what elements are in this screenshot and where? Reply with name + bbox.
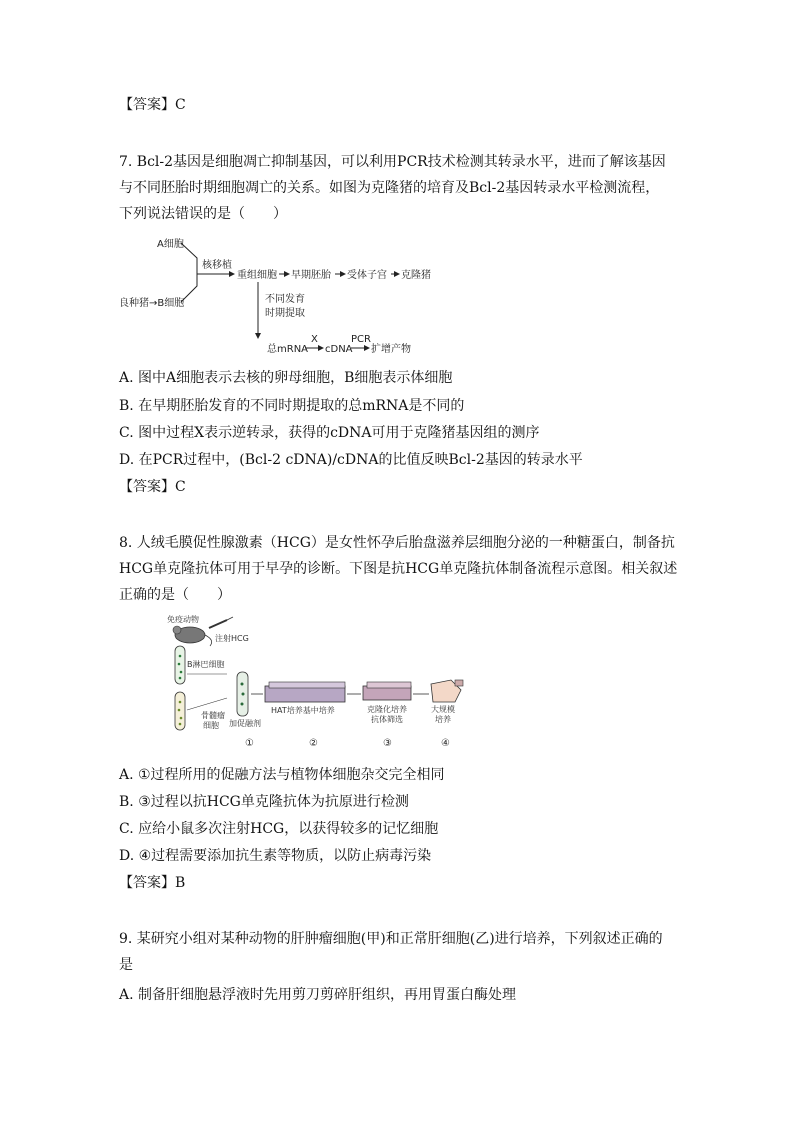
q7-line3: 下列说法错误的是（ ） xyxy=(119,206,287,222)
q9-line2: 是 xyxy=(119,957,133,973)
diagram-cdna: cDNA xyxy=(325,344,353,355)
diagram-clone-pig: 克隆猪 xyxy=(401,270,431,281)
culture-plate-icon xyxy=(363,682,411,700)
diagram-hat: HAT培养基中培养 xyxy=(271,706,335,715)
answer-7: 【答案】C xyxy=(119,479,186,495)
step-1: ① xyxy=(245,738,254,749)
q8-option-a: A. ①过程所用的促融方法与植物体细胞杂交完全相同 xyxy=(119,767,445,783)
q9-line1: 9. 某研究小组对某种动物的肝肿瘤细胞(甲)和正常肝细胞(乙)进行培养，下列叙述正确的 xyxy=(119,931,663,947)
diagram-b-lymph: B淋巴细胞 xyxy=(187,660,225,669)
q7-flow-diagram xyxy=(119,234,431,358)
q9-option-a: A. 制备肝细胞悬浮液时先用剪刀剪碎肝组织，再用胃蛋白酶处理 xyxy=(119,987,517,1003)
diagram-total-mrna: 总mRNA xyxy=(267,344,309,355)
diagram-nuclear-transfer: 核移植 xyxy=(202,260,232,271)
test-tube-icon xyxy=(175,646,185,684)
test-tube-icon xyxy=(237,672,248,716)
diagram-x-label: X xyxy=(311,334,318,345)
diagram-pig-b: 良种猪→B细胞 xyxy=(119,298,185,309)
diagram-clone-2: 抗体筛选 xyxy=(371,715,403,724)
step-3: ③ xyxy=(383,738,392,749)
diagram-large-2: 培养 xyxy=(435,715,451,724)
test-tube-icon xyxy=(175,692,185,730)
diagram-fusion: 加促融剂 xyxy=(229,719,261,728)
q8-line3: 正确的是（ ） xyxy=(119,587,231,603)
answer-8: 【答案】B xyxy=(119,875,186,891)
diagram-pcr: PCR xyxy=(351,334,371,345)
q7-line2: 与不同胚胎时期细胞凋亡的关系。如图为克隆猪的培育及Bcl-2基因转录水平检测流程， xyxy=(119,180,660,196)
diagram-myeloma-2: 细胞 xyxy=(203,721,219,730)
q7-option-c: C. 图中过程X表示逆转录，获得的cDNA可用于克隆猪基因组的测序 xyxy=(119,425,540,441)
diagram-recon-cell: 重组细胞 xyxy=(237,270,277,281)
diagram-early-embryo: 早期胚胎 xyxy=(291,270,331,281)
diagram-a-cell: A细胞 xyxy=(157,239,184,250)
q7-option-b: B. 在早期胚胎发育的不同时期提取的总mRNA是不同的 xyxy=(119,398,465,414)
flask-icon xyxy=(431,680,463,702)
diagram-immune-animal: 免疫动物 xyxy=(167,615,199,624)
step-4: ④ xyxy=(441,738,450,749)
diagram-product: 扩增产物 xyxy=(371,344,411,355)
q8-option-c: C. 应给小鼠多次注射HCG，以获得较多的记忆细胞 xyxy=(119,821,439,837)
answer-6: 【答案】C xyxy=(119,97,186,113)
q7-option-d: D. 在PCR过程中，(Bcl-2 cDNA)/cDNA的比值反映Bcl-2基因的转录水平 xyxy=(119,452,583,468)
q7-option-a: A. 图中A细胞表示去核的卵母细胞，B细胞表示体细胞 xyxy=(119,370,453,386)
diagram-large-1: 大规模 xyxy=(431,705,455,714)
diagram-clone-1: 克隆化培养 xyxy=(367,705,407,714)
diagram-inject: 注射HCG xyxy=(215,634,249,643)
culture-plate-icon xyxy=(265,682,345,702)
syringe-icon xyxy=(209,617,233,628)
q8-option-d: D. ④过程需要添加抗生素等物质，以防止病毒污染 xyxy=(119,848,432,864)
q8-line1: 8. 人绒毛膜促性腺激素（HCG）是女性怀孕后胎盘滋养层细胞分泌的一种糖蛋白，制备抗 xyxy=(119,535,675,551)
q8-line2: HCG单克隆抗体可用于早孕的诊断。下图是抗HCG单克隆抗体制备流程示意图。相关叙述 xyxy=(119,561,678,577)
q8-antibody-diagram xyxy=(165,614,470,752)
diagram-surrogate: 受体子宫 xyxy=(347,270,387,281)
mouse-icon xyxy=(173,626,212,646)
diagram-extract-2: 时期提取 xyxy=(265,308,305,319)
diagram-extract-1: 不同发育 xyxy=(265,294,305,305)
q8-option-b: B. ③过程以抗HCG单克隆抗体为抗原进行检测 xyxy=(119,794,409,810)
q7-line1: 7. Bcl-2基因是细胞凋亡抑制基因，可以利用PCR技术检测其转录水平，进而了解该基因 xyxy=(119,154,666,170)
step-2: ② xyxy=(309,738,318,749)
diagram-myeloma-1: 骨髓瘤 xyxy=(201,711,225,720)
